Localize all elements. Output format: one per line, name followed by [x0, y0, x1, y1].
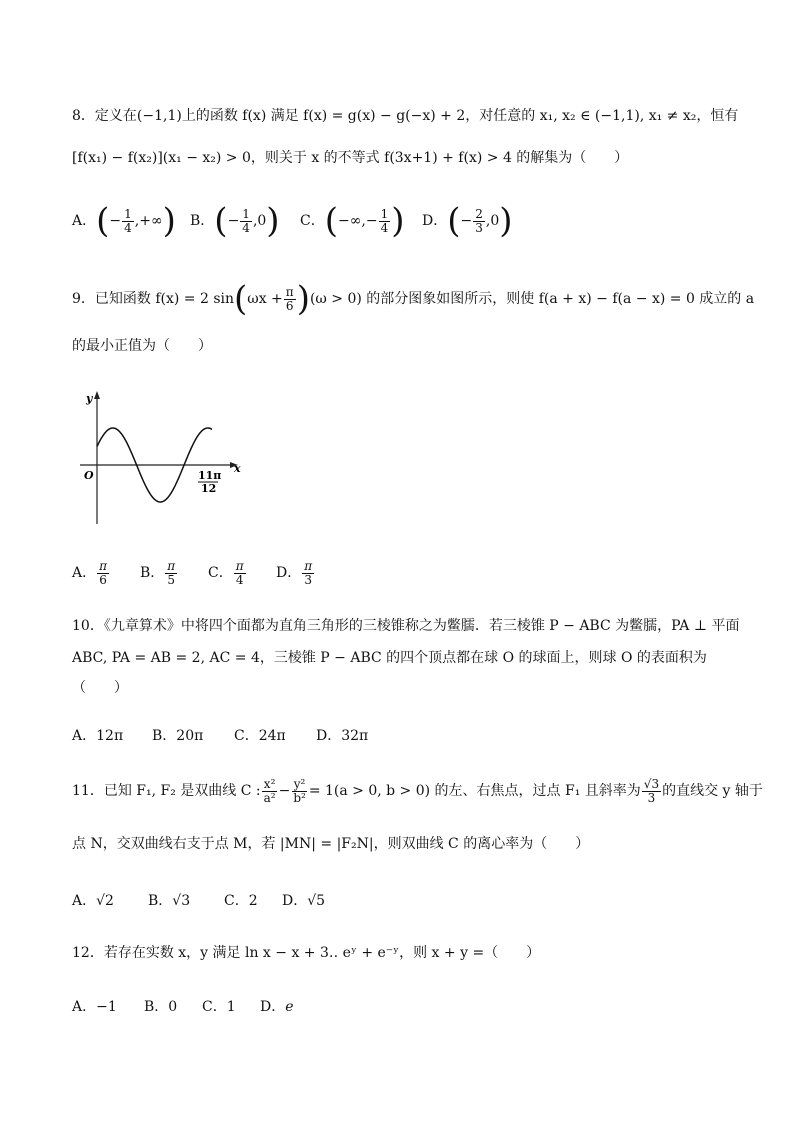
q11-stem-line2: 点 N，交双曲线右支于点 M，若 |MN| = |F₂N|，则双曲线 C 的离心率为（ ） — [72, 836, 590, 852]
q10-option-c[interactable]: C．24π — [234, 728, 286, 744]
q8-stem-line2: [f(x₁) − f(x₂)](x₁ − x₂) > 0，则关于 x 的不等式 f(3x+1) + f(x) > 4 的解集为（ ） — [72, 150, 629, 166]
q8-option-d[interactable]: D．(− $\frac{2}{3}$ ,0) — [422, 201, 513, 241]
tick-label-den: 12 — [201, 482, 217, 495]
q10-stem-line3: （ ） — [72, 680, 128, 696]
q11-option-d[interactable]: D．√5 — [282, 893, 326, 909]
q9-option-b[interactable]: B． $\frac{\pi}{5}$ — [140, 559, 176, 587]
q8-stem-line1: 8．定义在(−1,1)上的函数 f(x) 满足 f(x) = g(x) − g(−x) + 2，对任意的 x₁, x₂ ∈ (−1,1), x₁ ≠ x₂，恒有 — [72, 108, 739, 124]
y-axis-label: y — [86, 392, 93, 405]
origin-label: O — [84, 469, 94, 482]
q10-option-b[interactable]: B．20π — [152, 728, 204, 744]
q12-option-c[interactable]: C．1 — [202, 999, 236, 1015]
q11-option-a[interactable]: A．√2 — [72, 893, 114, 909]
q11-option-c[interactable]: C．2 — [224, 893, 258, 909]
q10-stem-line1: 10．《九章算术》中将四个面都为直角三角形的三棱锥称之为鳖臑．若三棱锥 P − ABC 为鳖臑，PA ⊥ 平面 — [72, 618, 740, 634]
q8-option-b[interactable]: B．(− $\frac{1}{4}$ ,0) — [190, 201, 280, 241]
q12-stem-line1: 12．若存在实数 x，y 满足 ln x − x + 3‥ eʸ + e⁻ʸ，则 x + y =（ ） — [72, 945, 541, 961]
q8-option-c[interactable]: C．(−∞,− $\frac{1}{4}$ ) — [300, 201, 405, 241]
q11-stem-line1: 11．已知 F₁, F₂ 是双曲线 C : $\frac{\text{x²}}{\text{a²}}$ − $\frac{\text{y²}}{\text{b²}}$ = 1(a > 0, b > 0) 的左、右焦点，过点 F₁ 且斜率为 $\frac{√3}{3}$ 的直线交 y 轴于 — [72, 777, 763, 805]
q9-sine-graph — [72, 388, 252, 526]
x-axis-label: x — [234, 462, 241, 475]
q9-stem-line2: 的最小正值为（ ） — [72, 338, 212, 354]
q12-option-b[interactable]: B．0 — [144, 999, 178, 1015]
q12-option-d[interactable]: D．e — [260, 999, 294, 1015]
tick-label-num: 11π — [198, 469, 222, 482]
q9-option-a[interactable]: A． $\frac{\pi}{6}$ — [72, 559, 108, 587]
q12-option-a[interactable]: A．−1 — [72, 999, 117, 1015]
q8-option-a[interactable]: A．(− $\frac{1}{4}$ ,+∞) — [72, 201, 176, 241]
q10-stem-line2: ABC, PA = AB = 2, AC = 4，三棱锥 P − ABC 的四个顶点都在球 O 的球面上，则球 O 的表面积为 — [72, 650, 707, 666]
q9-stem-line1: 9．已知函数 f(x) = 2 sin(ωx + $\frac{\pi}{6}$ )(ω > 0) 的部分图象如图所示，则使 f(a + x) − f(a − x) = 0 成立的 a — [72, 279, 755, 319]
q9-option-c[interactable]: C． $\frac{\pi}{4}$ — [208, 559, 244, 587]
y-axis-arrow — [94, 391, 100, 399]
q10-option-a[interactable]: A．12π — [72, 728, 124, 744]
q11-option-b[interactable]: B．√3 — [148, 893, 191, 909]
q10-option-d[interactable]: D．32π — [316, 728, 369, 744]
q9-option-d[interactable]: D． $\frac{\pi}{3}$ — [276, 559, 313, 587]
